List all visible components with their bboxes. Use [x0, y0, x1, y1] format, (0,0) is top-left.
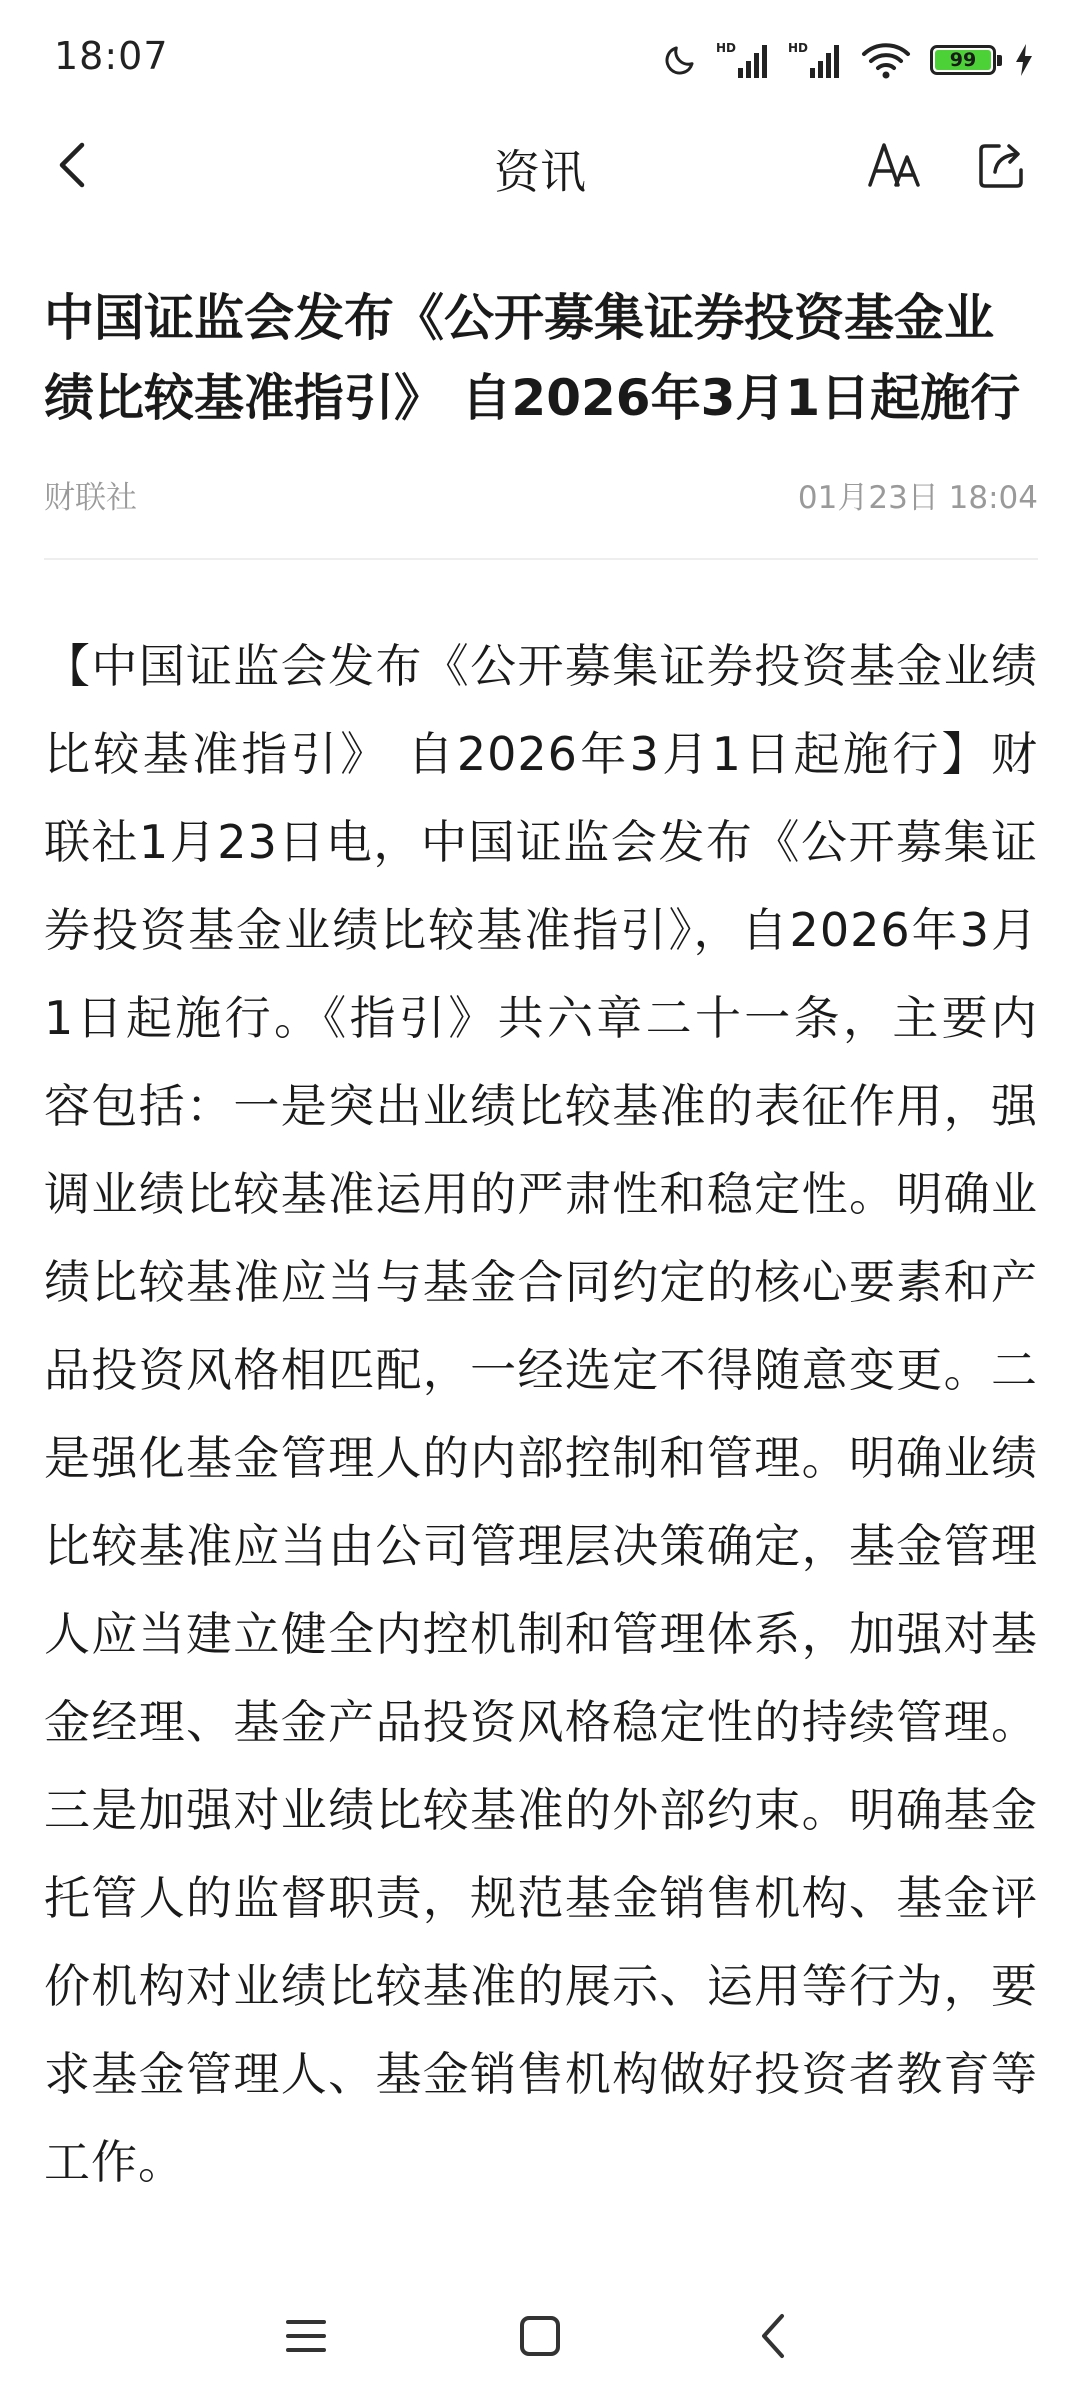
share-button[interactable]: [972, 135, 1032, 195]
status-time: 18:07: [54, 34, 169, 78]
home-square-icon: [518, 2314, 562, 2358]
article-time: 01月23日 18:04: [797, 480, 1038, 516]
article-body: 【中国证监会发布《公开募集证券投资基金业绩比较基准指引》 自2026年3月1日起施行】财联社1月23日电，中国证监会发布《公开募集证券投资基金业绩比较基准指引》，自2026年3月1日起施行。《指引》共六章二十一条，主要内容包括：一是突出业绩比较基准的表征作用，强调业绩比较基准运用的严肃性和稳定性。明确业绩比较基准应当与基金合同约定的核心要素和产品投资风格相匹配，一经选定不得随意变更。二是强化基金管理人的内部控制和管理。明确业绩比较基准应当由公司管理层决策确定，基金管理人应当建立健全内控机制和管理体系，加强对基金经理、基金产品投资风格稳定性的持续管理。三是加强对业绩比较基准的外部约束。明确基金托管人的监督职责，规范基金销售机构、基金评价机构对业绩比较基准的展示、运用等行为，要求基金管理人、基金销售机构做好投资者教育等工作。: [44, 639, 1038, 2189]
article-meta: [44, 472, 1038, 518]
system-back-button[interactable]: [742, 2304, 806, 2368]
battery-level: 99: [935, 50, 991, 70]
moon-icon: [662, 42, 698, 78]
article-title: 中国证监会发布《公开募集证券投资基金业绩比较基准指引》 自2026年3月1日起施行: [44, 289, 1021, 427]
charging-bolt-icon: [1014, 43, 1034, 77]
article-body-container[interactable]: [44, 622, 1038, 2270]
battery-icon: [930, 45, 996, 75]
menu-icon: [284, 2316, 328, 2356]
font-size-icon: [866, 139, 922, 191]
svg-text:HD: HD: [788, 41, 809, 55]
home-button[interactable]: [508, 2304, 572, 2368]
back-triangle-icon: [756, 2312, 792, 2360]
article-source[interactable]: 财联社: [44, 480, 137, 516]
svg-text:HD: HD: [716, 41, 737, 55]
status-bar: [0, 0, 1080, 110]
status-icons: [662, 38, 1034, 82]
recent-apps-button[interactable]: [274, 2304, 338, 2368]
divider: [44, 558, 1038, 560]
signal-hd-icon: [788, 40, 842, 80]
app-header: [0, 110, 1080, 220]
system-nav-bar: [0, 2270, 1080, 2400]
battery-cap: [997, 55, 1002, 66]
signal-hd-icon: [716, 40, 770, 80]
font-size-button[interactable]: [862, 135, 926, 195]
share-icon: [977, 140, 1027, 190]
page-title: 资讯: [494, 145, 586, 199]
wifi-icon: [860, 40, 912, 80]
